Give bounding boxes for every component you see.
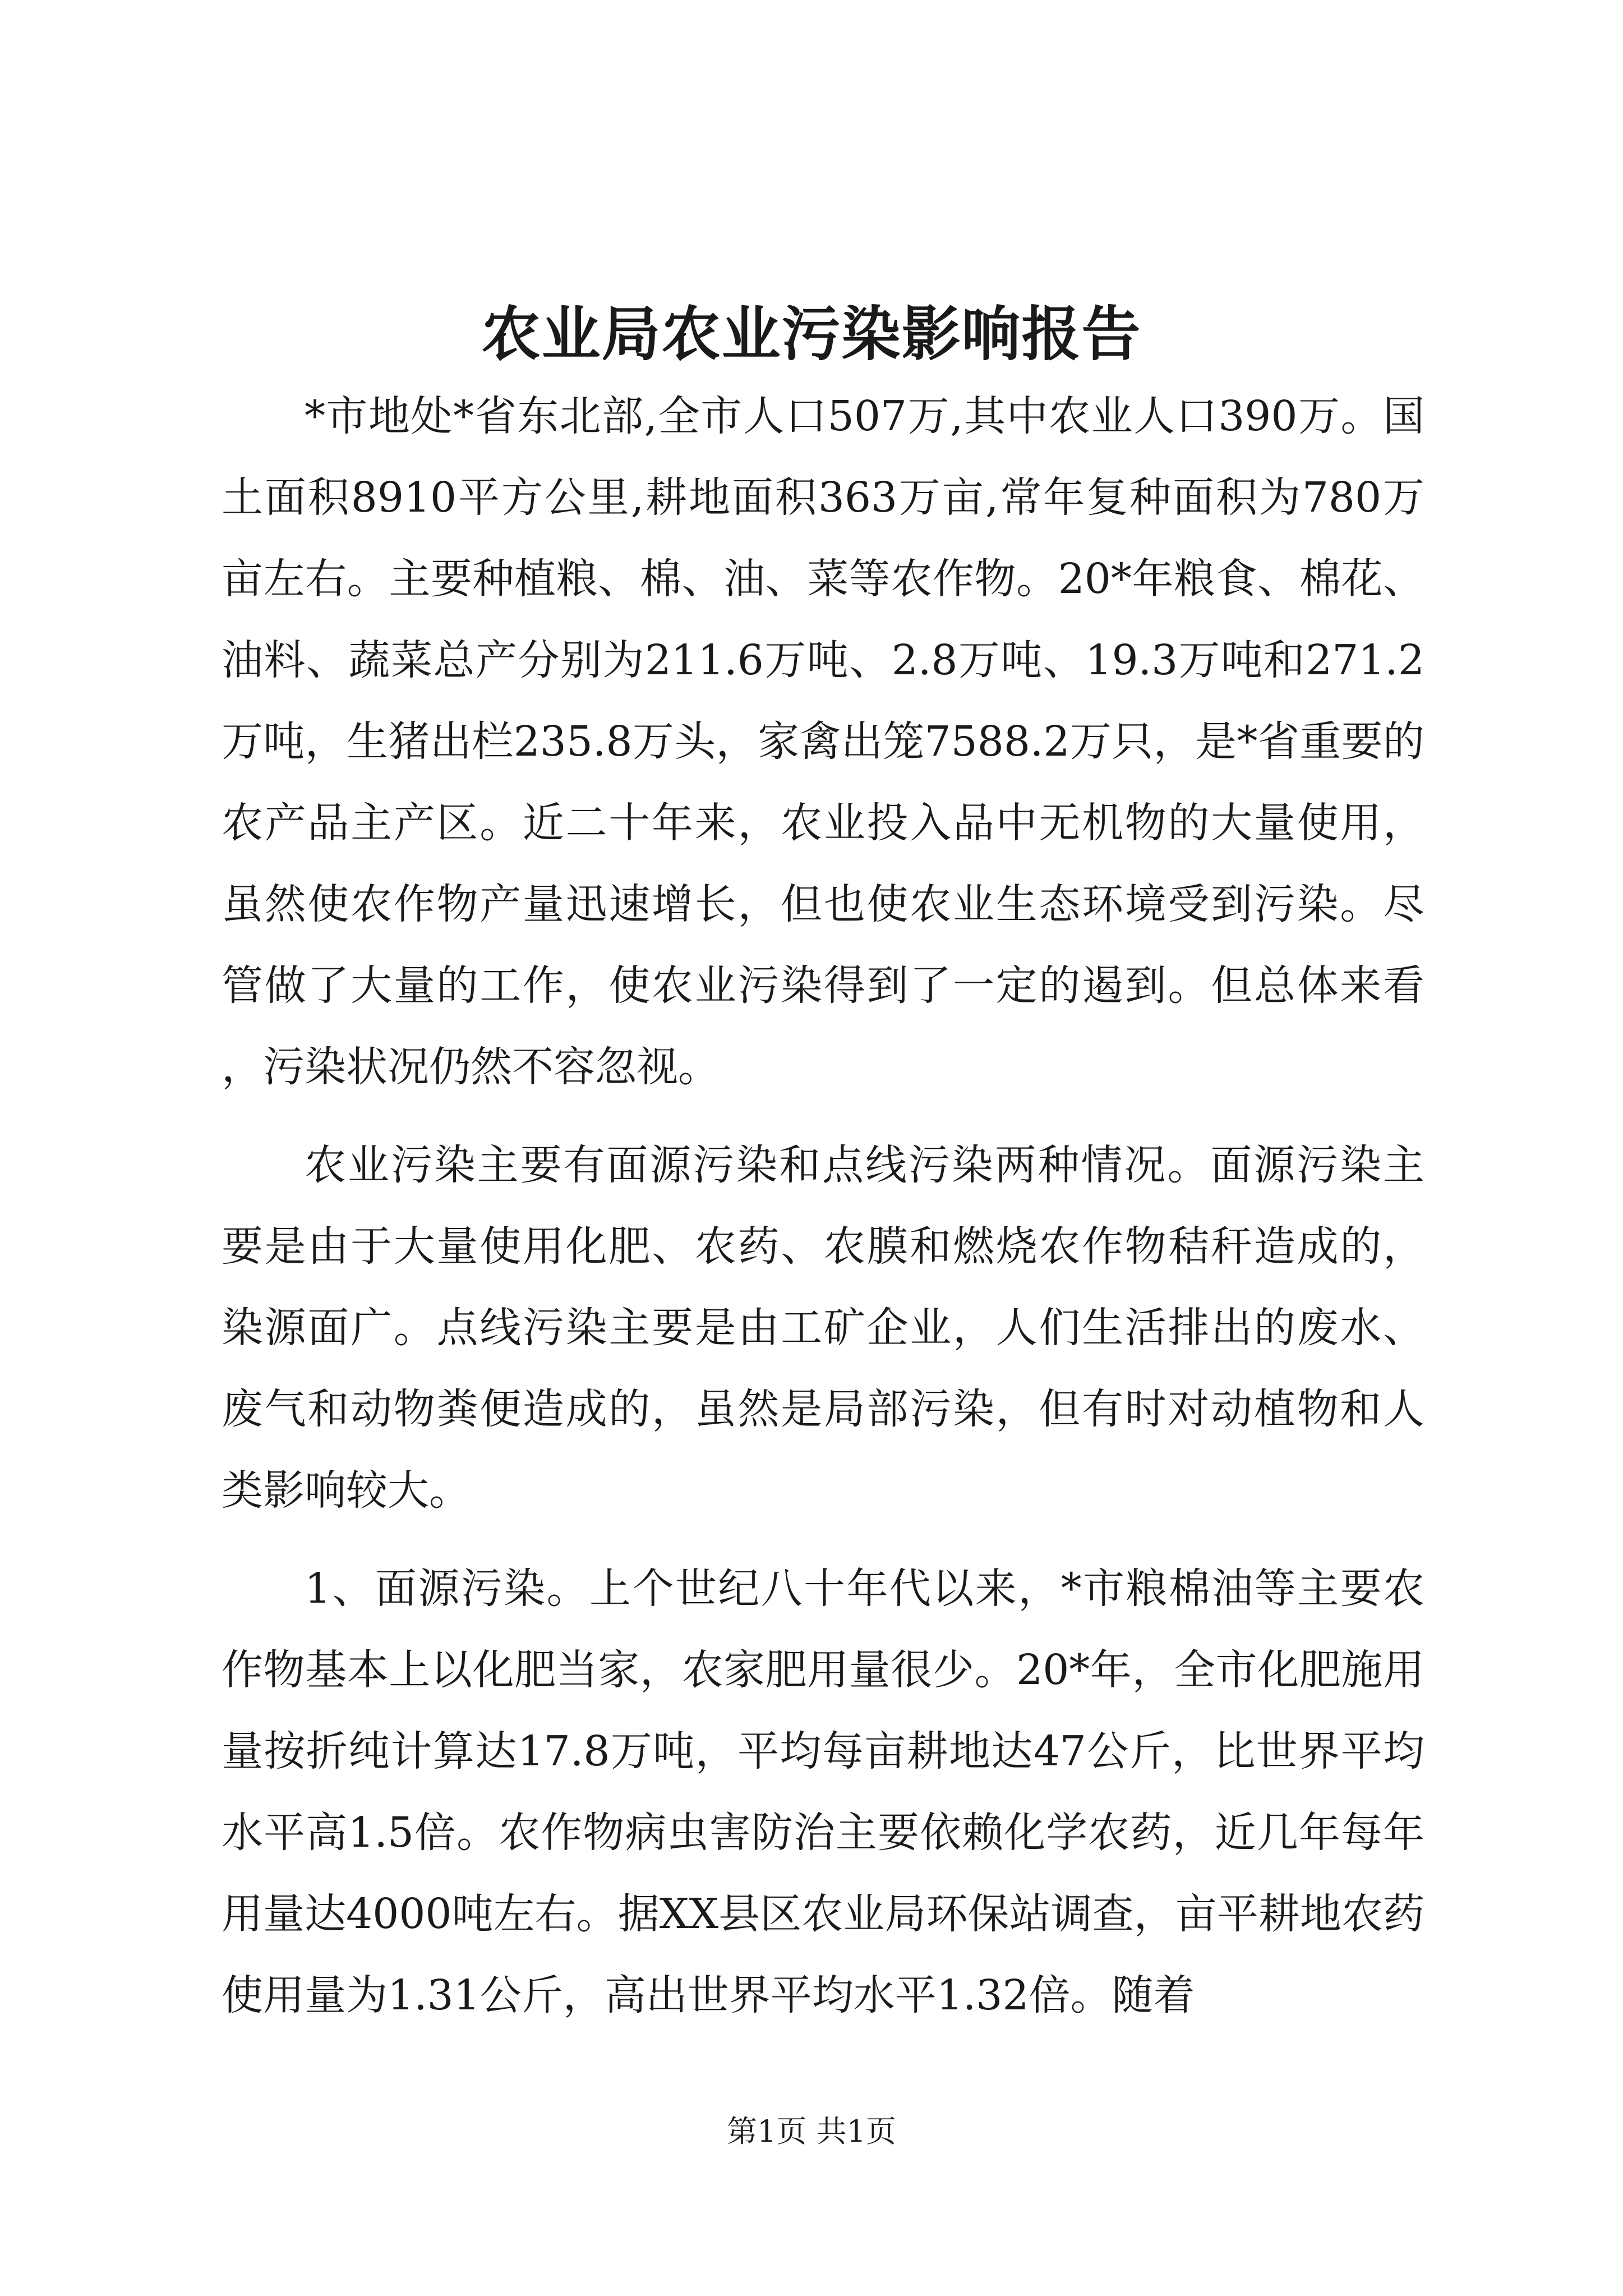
paragraph-intro: *市地处*省东北部,全市人口507万,其中农业人口390万。国土面积8910平方公里,耕地面积363万亩,常年复种面积为780万亩左右。主要种植粮、棉、油、菜等农作物。20*年粮食、棉花、油料、蔬菜总产分别为211.6万吨、2.8万吨、19.3万吨和271.2万吨，生猪出栏235.8万头，家禽出笼7588.2万只，是*省重要的农产品主产区。近二十年来，农业投入品中无机物的大量使用，虽然使农作物产量迅速增长，但也使农业生态环境受到污染。尽管做了大量的工作，使农业污染得到了一定的遏到。但总体来看，污染状况仍然不容忽视。	[222, 392, 1424, 1091]
document-title: 农业局农业污染影响报告	[481, 299, 1142, 369]
paragraph-nonpoint-source: 1、面源污染。上个世纪八十年代以来，*市粮棉油等主要农作物基本上以化肥当家，农家肥用量很少。20*年，全市化肥施用量按折纯计算达17.8万吨，平均每亩耕地达47公斤，比世界平均水平高1.5倍。农作物病虫害防治主要依赖化学农药，近几年每年用量达4000吨左右。据XX县区农业局环保站调查，亩平耕地农药使用量为1.31公斤，高出世界平均水平1.32倍。随着	[222, 1565, 1424, 2019]
paragraph-pollution-types: 农业污染主要有面源污染和点线污染两种情况。面源污染主要是由于大量使用化肥、农药、农膜和燃烧农作物秸秆造成的，染源面广。点线污染主要是由工矿企业，人们生活排出的废水、废气和动物粪便造成的，虽然是局部污染，但有时对动植物和人类影响较大。	[222, 1141, 1424, 1515]
document-body	[222, 376, 1424, 2036]
page-footer: 第1页 共1页	[727, 2114, 896, 2149]
